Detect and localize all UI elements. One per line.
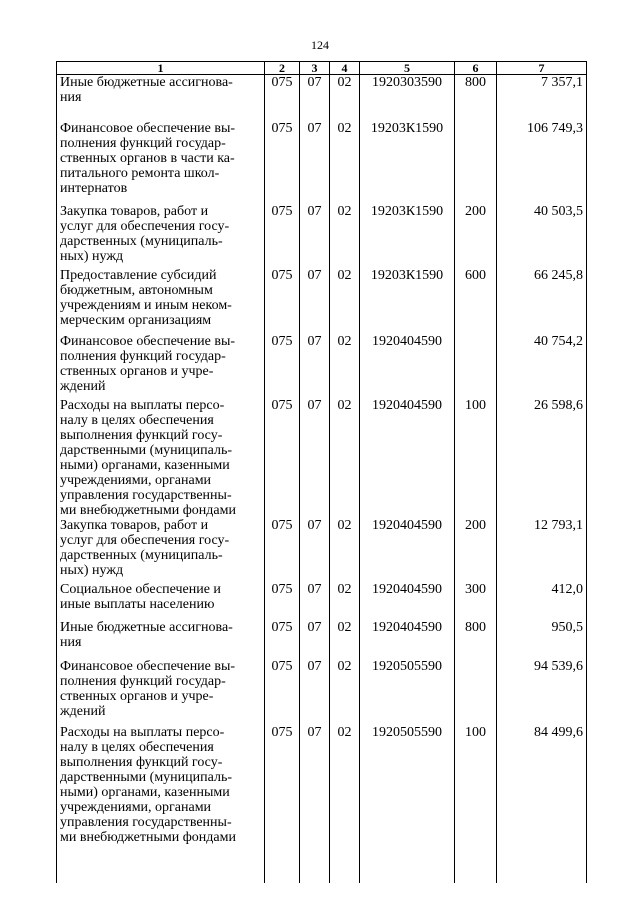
subsection-code: 02 <box>330 582 360 620</box>
subsection-code: 02 <box>330 121 360 204</box>
row-description <box>57 204 265 268</box>
section-code: 07 <box>300 398 330 518</box>
subsection-code: 02 <box>330 334 360 398</box>
target-article-code: 1920404590 <box>360 334 455 398</box>
expense-type-code <box>455 334 497 398</box>
row-description-line: ственных органов и учре- <box>60 363 214 379</box>
section-code: 07 <box>300 121 330 204</box>
row-description-line: выполнения функций госу- <box>60 754 223 770</box>
row-description-line: ния <box>60 634 82 650</box>
section-code: 07 <box>300 268 330 334</box>
row-description-line: бюджетным, автономным <box>60 282 213 298</box>
ministry-code: 075 <box>265 268 300 334</box>
subsection-code: 02 <box>330 204 360 268</box>
target-article-code: 1920505590 <box>360 659 455 725</box>
table-row <box>57 582 587 620</box>
amount: 412,0 <box>497 582 587 620</box>
section-code: 07 <box>300 334 330 398</box>
row-description-line: Иные бюджетные ассигнова- <box>60 619 233 635</box>
row-description <box>57 398 265 518</box>
table-row <box>57 204 587 268</box>
table-row <box>57 659 587 725</box>
ministry-code: 075 <box>265 75 300 121</box>
empty-cell <box>455 853 497 883</box>
subsection-code: 02 <box>330 75 360 121</box>
row-description-line: Закупка товаров, работ и <box>60 517 209 533</box>
section-code: 07 <box>300 620 330 659</box>
row-description-line: Закупка товаров, работ и <box>60 203 209 219</box>
table-row <box>57 268 587 334</box>
row-description-line: услуг для обеспечения госу- <box>60 218 230 234</box>
row-description <box>57 582 265 620</box>
column-header: 1 <box>57 62 265 75</box>
target-article-code: 1920404590 <box>360 582 455 620</box>
target-article-code: 19203К1590 <box>360 121 455 204</box>
target-article-code: 1920505590 <box>360 725 455 853</box>
ministry-code: 075 <box>265 659 300 725</box>
amount: 7 357,1 <box>497 75 587 121</box>
row-description <box>57 659 265 725</box>
page-number: 124 <box>311 38 329 52</box>
amount: 40 503,5 <box>497 204 587 268</box>
row-description-line: ждений <box>60 378 106 394</box>
row-description-line: ственных органов в части ка- <box>60 150 235 166</box>
empty-cell <box>57 853 265 883</box>
row-description <box>57 334 265 398</box>
table-row <box>57 725 587 853</box>
target-article-code: 19203К1590 <box>360 268 455 334</box>
table-filler-row <box>57 853 587 883</box>
row-description <box>57 75 265 121</box>
empty-cell <box>330 853 360 883</box>
section-code: 07 <box>300 725 330 853</box>
row-description-line: интернатов <box>60 180 128 196</box>
column-header: 2 <box>265 62 300 75</box>
row-description-line: дарственными (муниципаль- <box>60 442 233 458</box>
column-header: 3 <box>300 62 330 75</box>
table-header-row <box>57 62 587 75</box>
column-header: 7 <box>497 62 587 75</box>
row-description-line: дарственных (муниципаль- <box>60 233 223 249</box>
amount: 12 793,1 <box>497 518 587 582</box>
table-body <box>57 75 587 883</box>
row-description <box>57 268 265 334</box>
row-description <box>57 620 265 659</box>
row-description <box>57 725 265 853</box>
row-description <box>57 518 265 582</box>
subsection-code: 02 <box>330 620 360 659</box>
section-code: 07 <box>300 582 330 620</box>
row-description-line: налу в целях обеспечения <box>60 739 214 755</box>
expense-type-code <box>455 659 497 725</box>
row-description-line: иные выплаты населению <box>60 596 215 612</box>
empty-cell <box>497 853 587 883</box>
ministry-code: 075 <box>265 334 300 398</box>
row-description-line: дарственных (муниципаль- <box>60 547 223 563</box>
table-row <box>57 518 587 582</box>
amount: 26 598,6 <box>497 398 587 518</box>
budget-table <box>56 61 587 883</box>
expense-type-code: 200 <box>455 518 497 582</box>
column-header: 5 <box>360 62 455 75</box>
row-description-line: Предоставление субсидий <box>60 267 217 283</box>
row-description-line: Иные бюджетные ассигнова- <box>60 75 233 90</box>
empty-cell <box>265 853 300 883</box>
ministry-code: 075 <box>265 582 300 620</box>
row-description <box>57 121 265 204</box>
table-row <box>57 620 587 659</box>
subsection-code: 02 <box>330 659 360 725</box>
row-description-line: налу в целях обеспечения <box>60 412 214 428</box>
row-description-line: мерческим организациям <box>60 312 212 328</box>
table-row <box>57 334 587 398</box>
expense-type-code: 200 <box>455 204 497 268</box>
row-description-line: ными) органами, казенными <box>60 457 230 473</box>
ministry-code: 075 <box>265 204 300 268</box>
row-description-line: Социальное обеспечение и <box>60 581 221 597</box>
section-code: 07 <box>300 518 330 582</box>
empty-cell <box>300 853 330 883</box>
row-description-line: управления государственны- <box>60 814 232 830</box>
section-code: 07 <box>300 75 330 121</box>
expense-type-code: 800 <box>455 75 497 121</box>
empty-cell <box>360 853 455 883</box>
ministry-code: 075 <box>265 398 300 518</box>
row-description-line: ния <box>60 90 82 105</box>
amount: 66 245,8 <box>497 268 587 334</box>
amount: 40 754,2 <box>497 334 587 398</box>
row-description-line: ми внебюджетными фондами <box>60 502 236 518</box>
row-description-line: учреждениями, органами <box>60 799 212 815</box>
ministry-code: 075 <box>265 725 300 853</box>
row-description-line: Расходы на выплаты персо- <box>60 397 225 413</box>
row-description-line: услуг для обеспечения госу- <box>60 532 230 548</box>
row-description-line: управления государственны- <box>60 487 232 503</box>
table-row <box>57 121 587 204</box>
expense-type-code: 100 <box>455 725 497 853</box>
row-description-line: выполнения функций госу- <box>60 427 223 443</box>
subsection-code: 02 <box>330 518 360 582</box>
subsection-code: 02 <box>330 268 360 334</box>
row-description-line: учреждениям и иным неком- <box>60 297 232 313</box>
section-code: 07 <box>300 659 330 725</box>
table-row <box>57 398 587 518</box>
subsection-code: 02 <box>330 725 360 853</box>
expense-type-code: 100 <box>455 398 497 518</box>
expense-type-code: 300 <box>455 582 497 620</box>
target-article-code: 1920404590 <box>360 620 455 659</box>
row-description-line: Расходы на выплаты персо- <box>60 724 225 740</box>
amount: 94 539,6 <box>497 659 587 725</box>
ministry-code: 075 <box>265 620 300 659</box>
row-description-line: Финансовое обеспечение вы- <box>60 333 236 349</box>
ministry-code: 075 <box>265 121 300 204</box>
row-description-line: ными) органами, казенными <box>60 784 230 800</box>
row-description-line: ных) нужд <box>60 562 124 578</box>
ministry-code: 075 <box>265 518 300 582</box>
row-description-line: питального ремонта школ- <box>60 165 220 181</box>
amount: 950,5 <box>497 620 587 659</box>
column-header: 6 <box>455 62 497 75</box>
row-description-line: ных) нужд <box>60 248 124 264</box>
section-code: 07 <box>300 204 330 268</box>
row-description-line: полнения функций государ- <box>60 135 226 151</box>
target-article-code: 1920303590 <box>360 75 455 121</box>
column-header: 4 <box>330 62 360 75</box>
subsection-code: 02 <box>330 398 360 518</box>
row-description-line: ственных органов и учре- <box>60 688 214 704</box>
row-description-line: полнения функций государ- <box>60 673 226 689</box>
row-description-line: полнения функций государ- <box>60 348 226 364</box>
row-description-line: учреждениями, органами <box>60 472 212 488</box>
row-description-line: ми внебюджетными фондами <box>60 829 236 845</box>
amount: 106 749,3 <box>497 121 587 204</box>
amount: 84 499,6 <box>497 725 587 853</box>
row-description-line: ждений <box>60 703 106 719</box>
expense-type-code: 600 <box>455 268 497 334</box>
row-description-line: дарственными (муниципаль- <box>60 769 233 785</box>
row-description-line: Финансовое обеспечение вы- <box>60 658 236 674</box>
expense-type-code <box>455 121 497 204</box>
table-row <box>57 75 587 121</box>
target-article-code: 19203К1590 <box>360 204 455 268</box>
row-description-line: Финансовое обеспечение вы- <box>60 120 236 136</box>
target-article-code: 1920404590 <box>360 518 455 582</box>
expense-type-code: 800 <box>455 620 497 659</box>
target-article-code: 1920404590 <box>360 398 455 518</box>
